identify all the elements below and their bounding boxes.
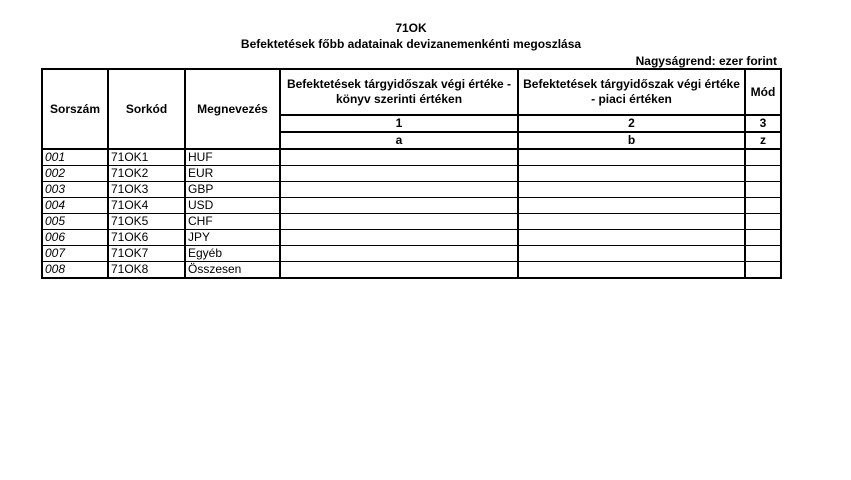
row-value-book[interactable] [280,198,518,214]
row-value-market[interactable] [518,198,745,214]
row-sorkod: 71OK1 [108,149,185,166]
row-megnevezes: GBP [185,182,280,198]
header-megnevezes: Megnevezés [185,69,280,149]
row-sorszam: 002 [42,166,108,182]
table-row [42,262,781,279]
row-sorkod: 71OK5 [108,214,185,230]
row-sorszam: 007 [42,246,108,262]
row-value-market[interactable] [518,246,745,262]
row-megnevezes: JPY [185,230,280,246]
row-megnevezes: Egyéb [185,246,280,262]
row-megnevezes: EUR [185,166,280,182]
row-megnevezes: CHF [185,214,280,230]
row-value-market[interactable] [518,149,745,166]
unit-note: Nagyságrend: ezer forint [635,54,777,68]
row-sorszam: 003 [42,182,108,198]
row-value-book[interactable] [280,214,518,230]
table-body [42,149,781,278]
table-row [42,166,781,182]
row-megnevezes: Összesen [185,262,280,279]
row-value-mod[interactable] [745,166,781,182]
row-sorkod: 71OK6 [108,230,185,246]
table-row [42,198,781,214]
table-row [42,230,781,246]
document-title: Befektetések főbb adatainak devizanemenkénti megoszlása [240,37,582,51]
row-sorszam: 006 [42,230,108,246]
data-table [41,68,782,279]
row-value-book[interactable] [280,230,518,246]
column-number-3: 3 [745,115,781,132]
table-row [42,214,781,230]
column-number-1: 1 [280,115,518,132]
row-value-book[interactable] [280,149,518,166]
row-value-mod[interactable] [745,246,781,262]
table-row [42,149,781,166]
header-sorszam: Sorszám [42,69,108,149]
row-sorkod: 71OK3 [108,182,185,198]
row-sorkod: 71OK8 [108,262,185,279]
header-col1: Befektetések tárgyidőszak végi értéke - könyv szerinti értéken [280,69,518,115]
table-header [42,69,781,149]
row-value-mod[interactable] [745,262,781,279]
row-sorkod: 71OK4 [108,198,185,214]
row-sorkod: 71OK2 [108,166,185,182]
header-col2: Befektetések tárgyidőszak végi értéke - piaci értéken [518,69,745,115]
column-letter-a: a [280,132,518,149]
row-value-mod[interactable] [745,182,781,198]
row-value-market[interactable] [518,214,745,230]
row-value-mod[interactable] [745,198,781,214]
row-value-book[interactable] [280,166,518,182]
row-value-market[interactable] [518,182,745,198]
row-sorszam: 008 [42,262,108,279]
column-letter-b: b [518,132,745,149]
header-col3: Mód [745,69,781,115]
row-sorkod: 71OK7 [108,246,185,262]
row-value-book[interactable] [280,246,518,262]
header-sorkod: Sorkód [108,69,185,149]
table-row [42,246,781,262]
row-value-mod[interactable] [745,214,781,230]
column-number-2: 2 [518,115,745,132]
row-value-market[interactable] [518,262,745,279]
row-megnevezes: USD [185,198,280,214]
row-value-book[interactable] [280,182,518,198]
row-value-book[interactable] [280,262,518,279]
row-value-market[interactable] [518,166,745,182]
row-sorszam: 004 [42,198,108,214]
row-megnevezes: HUF [185,149,280,166]
document-code: 71OK [395,21,427,35]
column-letter-z: z [745,132,781,149]
row-value-market[interactable] [518,230,745,246]
row-sorszam: 005 [42,214,108,230]
row-sorszam: 001 [42,149,108,166]
table-row [42,182,781,198]
row-value-mod[interactable] [745,149,781,166]
row-value-mod[interactable] [745,230,781,246]
